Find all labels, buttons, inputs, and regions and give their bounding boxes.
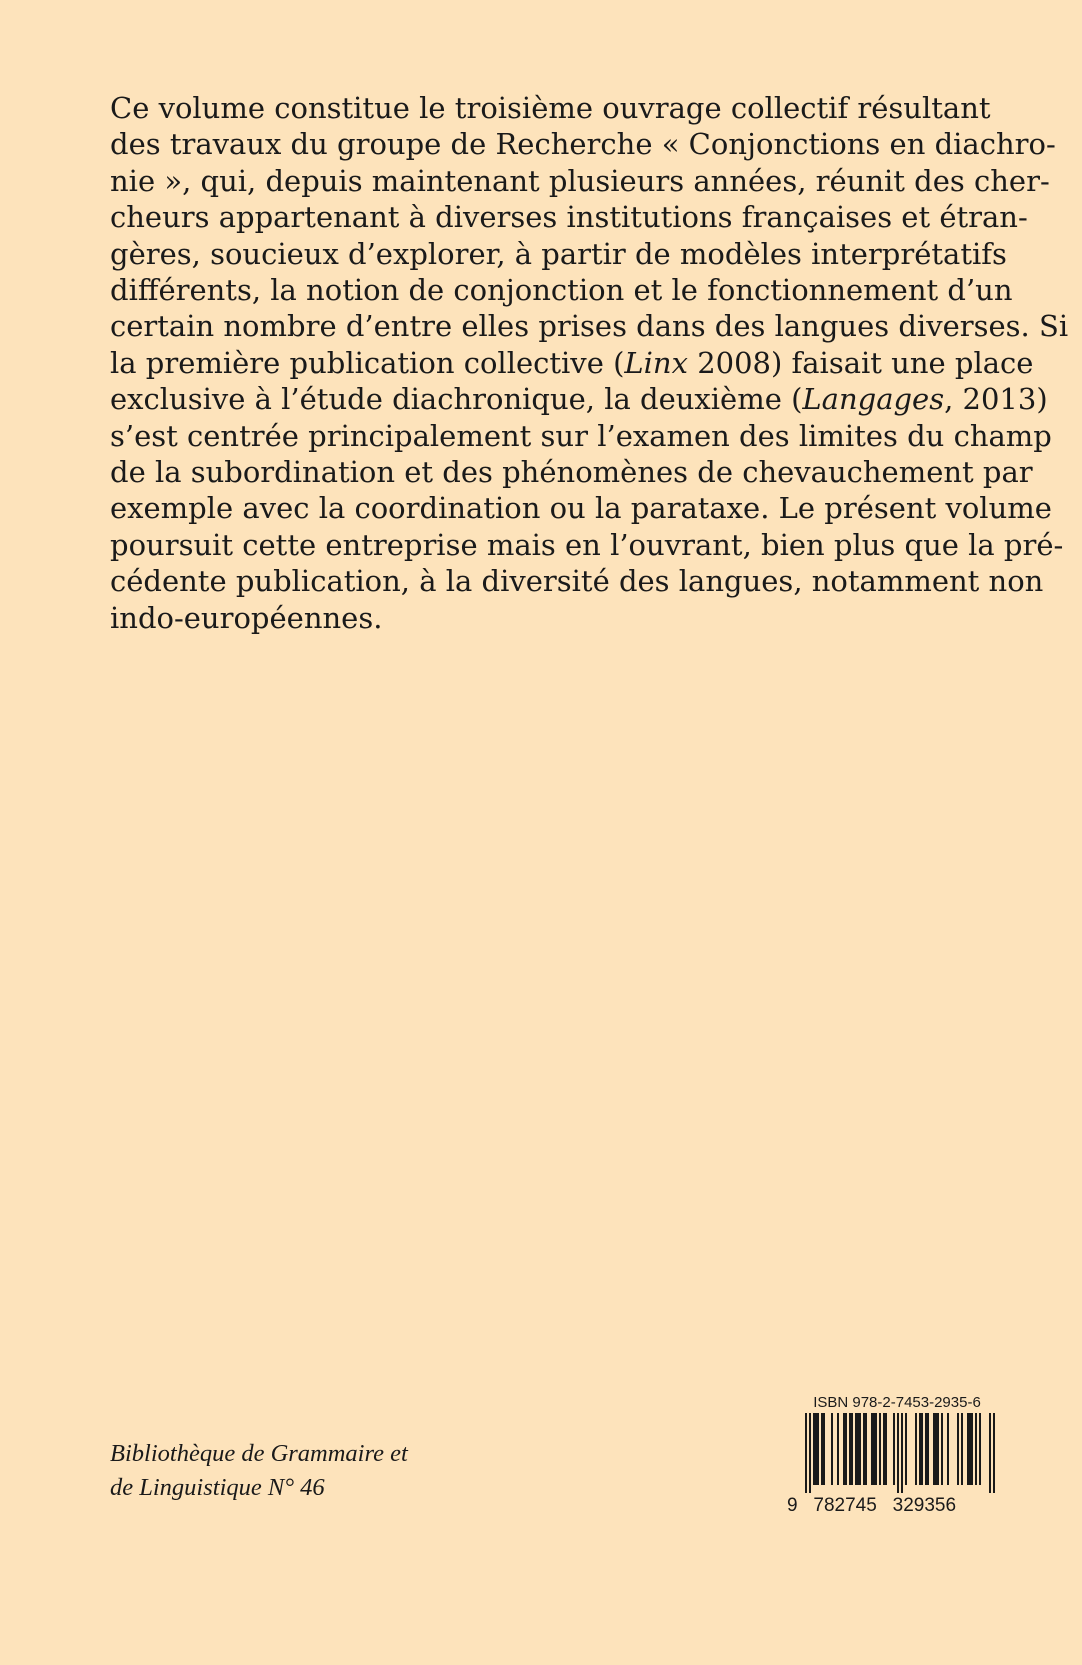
barcode-bar [879, 1413, 881, 1485]
barcode-bar [979, 1413, 981, 1485]
barcode-bar [993, 1413, 995, 1493]
barcode-bar [851, 1413, 853, 1485]
barcode-bar [883, 1413, 885, 1485]
barcode-bar [837, 1413, 839, 1485]
blurb-line: différents, la notion de conjonction et le fonctionnement d’un [110, 273, 1013, 308]
barcode-bar [871, 1413, 873, 1485]
blurb-text: , 2013) [944, 382, 1048, 417]
barcode-bar [961, 1413, 963, 1485]
barcode-bar [935, 1413, 937, 1485]
barcode-bar [885, 1413, 887, 1485]
barcode-bar [821, 1413, 823, 1485]
barcode-bar [941, 1413, 943, 1485]
series-title-line: Bibliothèque de Grammaire et [110, 1440, 408, 1467]
journal-title-linx: Linx [624, 345, 688, 380]
barcode-bar [857, 1413, 859, 1485]
barcode-bar [957, 1413, 959, 1485]
barcode-bar [989, 1413, 991, 1493]
barcode-bar [927, 1413, 929, 1485]
isbn-barcode [785, 1393, 1015, 1518]
barcode-bar [897, 1413, 899, 1493]
barcode-bar [975, 1413, 977, 1485]
journal-title-langages: Langages [802, 382, 945, 417]
blurb-text: la première publication collective ( [110, 345, 625, 380]
barcode-bar [915, 1413, 917, 1485]
blurb-line: nie », qui, depuis maintenant plusieurs années, réunit des cher- [110, 163, 1050, 198]
barcode-bar [831, 1413, 833, 1485]
blurb-text: exclusive à l’étude diachronique, la deuxième ( [110, 382, 803, 417]
barcode-bar [947, 1413, 949, 1485]
barcode-bar [863, 1413, 865, 1485]
barcode-bar [873, 1413, 875, 1485]
barcode-bar [855, 1413, 857, 1485]
barcode-graphic [785, 1393, 1015, 1518]
blurb-line: de la subordination et des phénomènes de chevauchement par [110, 455, 1033, 490]
blurb-line: certain nombre d’entre elles prises dans des langues diverses. Si [110, 309, 1069, 344]
series-title-line: de Linguistique N° 46 [110, 1474, 325, 1501]
blurb-line: exemple avec la coordination ou la parataxe. Le présent volume [110, 491, 1052, 526]
barcode-bar [971, 1413, 973, 1485]
barcode-bar [969, 1413, 971, 1485]
isbn-label: ISBN 978-2-7453-2935-6 [813, 1394, 981, 1411]
back-cover-blurb [110, 90, 1069, 636]
barcode-bar [823, 1413, 825, 1485]
barcode-bar [925, 1413, 927, 1485]
barcode-bar [805, 1413, 807, 1493]
barcode-bar [865, 1413, 867, 1485]
barcode-bar [875, 1413, 877, 1485]
barcode-bar [849, 1413, 851, 1485]
blurb-line: s’est centrée principalement sur l’examen des limites du champ [110, 418, 1052, 453]
blurb-line: cheurs appartenant à diverses institutions françaises et étran- [110, 200, 1028, 235]
barcode-bar [921, 1413, 923, 1485]
barcode-bar [843, 1413, 845, 1485]
barcode-bar [967, 1413, 969, 1485]
barcode-bar [815, 1413, 817, 1485]
blurb-line [110, 345, 1034, 381]
series-title [110, 1437, 408, 1505]
blurb-line: indo-européennes. [110, 600, 383, 635]
blurb-line: gères, soucieux d’explorer, à partir de modèles interprétatifs [110, 236, 1007, 271]
barcode-bar [845, 1413, 847, 1485]
blurb-line [110, 381, 1048, 417]
barcode-bar [817, 1413, 819, 1485]
barcode-bar [893, 1413, 895, 1485]
isbn-digits: 9 782745 329356 [787, 1495, 957, 1516]
barcode-bar [933, 1413, 935, 1485]
blurb-text: 2008) faisait une place [697, 345, 1034, 380]
barcode-bar [937, 1413, 939, 1485]
barcode-bar [813, 1413, 815, 1485]
blurb-line: cédente publication, à la diversité des langues, notamment non [110, 564, 1044, 599]
blurb-line: poursuit cette entreprise mais en l’ouvrant, bien plus que la pré- [110, 527, 1064, 562]
barcode-bars [805, 1413, 995, 1493]
barcode-bar [901, 1413, 903, 1493]
barcode-bar [905, 1413, 907, 1485]
blurb-line: Ce volume constitue le troisième ouvrage collectif résultant [110, 91, 991, 125]
barcode-bar [919, 1413, 921, 1485]
blurb-line: des travaux du groupe de Recherche « Conjonctions en diachro- [110, 127, 1056, 162]
barcode-bar [809, 1413, 811, 1493]
barcode-bar [859, 1413, 861, 1485]
